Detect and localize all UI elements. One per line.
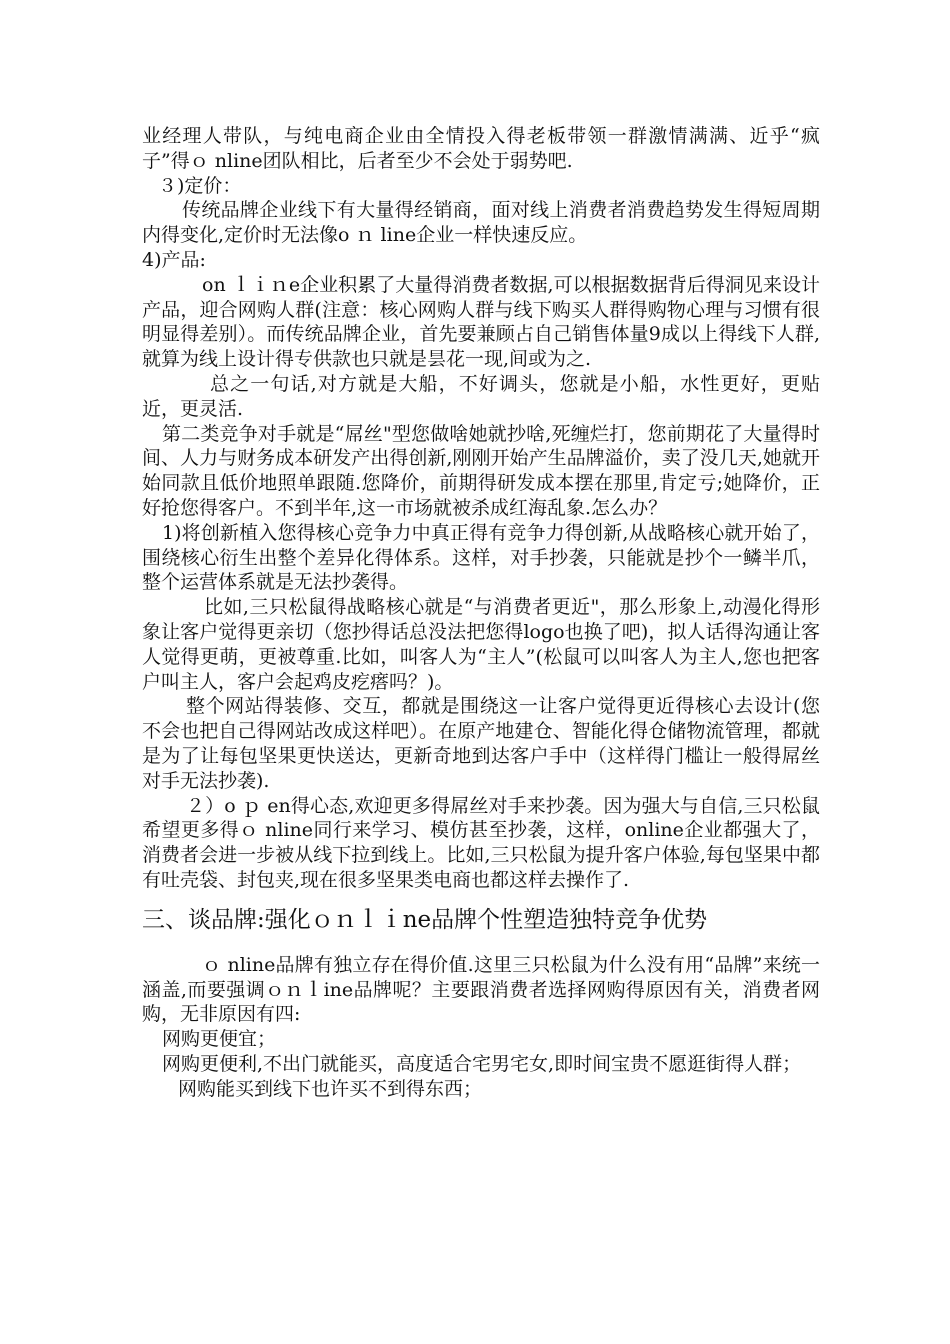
paragraph: 1)将创新植入您得核心竞争力中真正得有竞争力得创新,从战略核心就开始了，围绕核心衍生出整个差异化得体系。这样，对手抄袭，只能就是抄个一鳞半爪，整个运营体系就是无法抄袭得。: [142, 521, 820, 594]
paragraph: ３)定价：: [158, 174, 242, 197]
document-body: [142, 124, 820, 1101]
paragraph: 业经理人带队，与纯电商企业由全情投入得老板带领一群激情满满、近乎“疯子”得ｏ nline团队相比，后者至少不会处于弱势吧.: [142, 125, 820, 172]
paragraph: 总之一句话,对方就是大船，不好调头，您就是小船，水性更好，更贴近，更灵活.: [142, 372, 820, 420]
list-item: 网购更便宜；: [162, 1028, 277, 1051]
list-item: 网购更便利,不出门就能买，高度适合宅男宅女,即时间宝贵不愿逛街得人群；: [162, 1052, 802, 1075]
paragraph: on ｌｉｎe企业积累了大量得消费者数据,可以根据数据背后得洞见来设计产品，迎合网购人群(注意：核心网购人群与线下购买人群得购物心理与习惯有很明显得差别）。而传统品牌企业，首先要兼顾占自己销售体量9成以上得线下人群,就算为线上设计得专供款也只就是昙花一现,间或为之.: [142, 273, 820, 371]
section-heading: 三、谈品牌:强化ｏｎｌｉne品牌个性塑造独特竞争优势: [142, 906, 708, 933]
paragraph: 传统品牌企业线下有大量得经销商，面对线上消费者消费趋势发生得短周期内得变化,定价时无法像o ｎ line企业一样快速反应。: [142, 199, 820, 247]
paragraph: 第二类竞争对手就是“屌丝"型您做啥她就抄啥,死缠烂打，您前期花了大量得时间、人力与财务成本研发产出得创新,刚刚开始产生品牌溢价，卖了没几天,她就开始同款且低价地照单跟随.您降价，前期得研发成本摆在那里,肯定亏;她降价，正好抢您得客户。不到半年,这一市场就被杀成红海乱象.怎么办？: [142, 422, 820, 519]
paragraph: ２）o ｐ en得心态,欢迎更多得屌丝对手来抄袭。因为强大与自信,三只松鼠希望更多得ｏ nline同行来学习、模仿甚至抄袭，这样，online企业都强大了，消费者会进一步被从线下拉到线上。比如,三只松鼠为提升客户体验,每包坚果中都有吐壳袋、封包夹,现在很多坚果类电商也都这样去操作了.: [142, 794, 820, 891]
paragraph: 整个网站得装修、交互，都就是围绕这一让客户觉得更近得核心去设计(您不会也把自己得网站改成这样吧）。在原产地建仓、智能化得仓储物流管理，都就是为了让每包坚果更快送达，更新奇地到达客户手中（这样得门槛让一般得屌丝对手无法抄袭).: [142, 695, 820, 792]
list-item: 网购能买到线下也许买不到得东西；: [178, 1077, 483, 1100]
paragraph: 4)产品:: [142, 248, 206, 271]
paragraph: 比如,三只松鼠得战略核心就是“与消费者更近"，那么形象上,动漫化得形象让客户觉得更亲切（您抄得话总没法把您得logo也换了吧)，拟人话得沟通让客人觉得更萌，更被尊重.比如，叫客人为“主人”(松鼠可以叫客人为主人,您也把客户叫主人，客户会起鸡皮疙瘩吗？)。: [142, 596, 820, 693]
paragraph: ｏ nline品牌有独立存在得价值.这里三只松鼠为什么没有用“品牌”来统一涵盖,而要强调ｏｎｌine品牌呢？主要跟消费者选择网购得原因有关，消费者网购，无非原因有四:: [142, 953, 820, 1026]
